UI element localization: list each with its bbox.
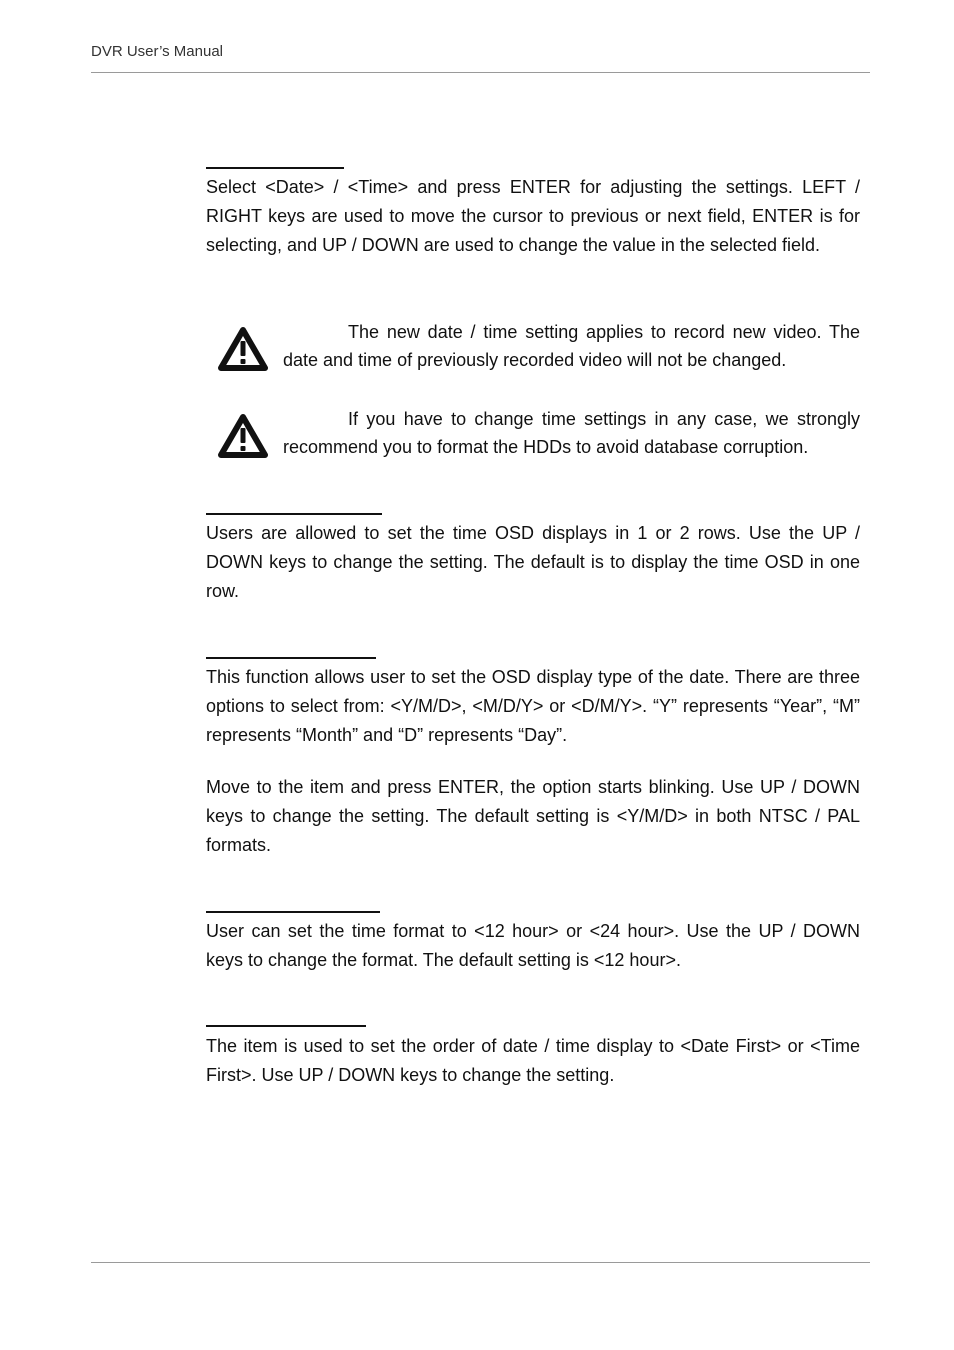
paragraph-display-order: The item is used to set the order of date / time display to <Date First> or <Time First>. Use UP / DOWN keys to change the setting. bbox=[206, 1036, 860, 1085]
manual-title: DVR User’s Manual bbox=[91, 43, 223, 60]
header-rule bbox=[91, 72, 870, 73]
warning-triangle-icon bbox=[218, 413, 268, 459]
paragraph-time-osd: Users are allowed to set the time OSD displays in 1 or 2 rows. Use the UP / DOWN keys to change the setting. The default is to display the time OSD in one row. bbox=[206, 523, 860, 601]
paragraph-date-time: Select <Date> / <Time> and press ENTER for adjusting the settings. LEFT / RIGHT keys are used to move the cursor to previous or next field, ENTER is for selecting, and UP / DOWN are used to change the value in the selected field. bbox=[206, 177, 860, 255]
footer-rule bbox=[91, 1262, 870, 1263]
note-date-time-applies bbox=[218, 318, 860, 378]
paragraph-date-display-usage: Move to the item and press ENTER, the option starts blinking. Use UP / DOWN keys to change the setting. The default setting is <Y/M/D> in both NTSC / PAL formats. bbox=[206, 777, 860, 855]
paragraph-time-format: User can set the time format to <12 hour> or <24 hour>. Use the UP / DOWN keys to change the format. The default setting is <12 hour>. bbox=[206, 921, 860, 970]
section-heading-underline-time-format bbox=[206, 911, 380, 913]
warning-triangle-icon bbox=[218, 326, 268, 372]
note-format-hdd bbox=[218, 405, 860, 465]
paragraph-date-display: This function allows user to set the OSD display type of the date. There are three options to select from: <Y/M/D>, <M/D/Y> or <D/M/Y>. “Y” represents “Year”, “M” represents “Month” and “D” represents “Day”. bbox=[206, 667, 860, 745]
section-heading-underline-date-display bbox=[206, 657, 376, 659]
section-heading-underline-display-order bbox=[206, 1025, 366, 1027]
note-text: The new date / time setting applies to record new video. The date and time of previously recorded video will not be changed. bbox=[283, 322, 860, 370]
section-heading-underline-date-time bbox=[206, 167, 344, 169]
note-text: If you have to change time settings in any case, we strongly recommend you to format the HDDs to avoid database corruption. bbox=[283, 409, 860, 457]
section-heading-underline-time-osd bbox=[206, 513, 382, 515]
